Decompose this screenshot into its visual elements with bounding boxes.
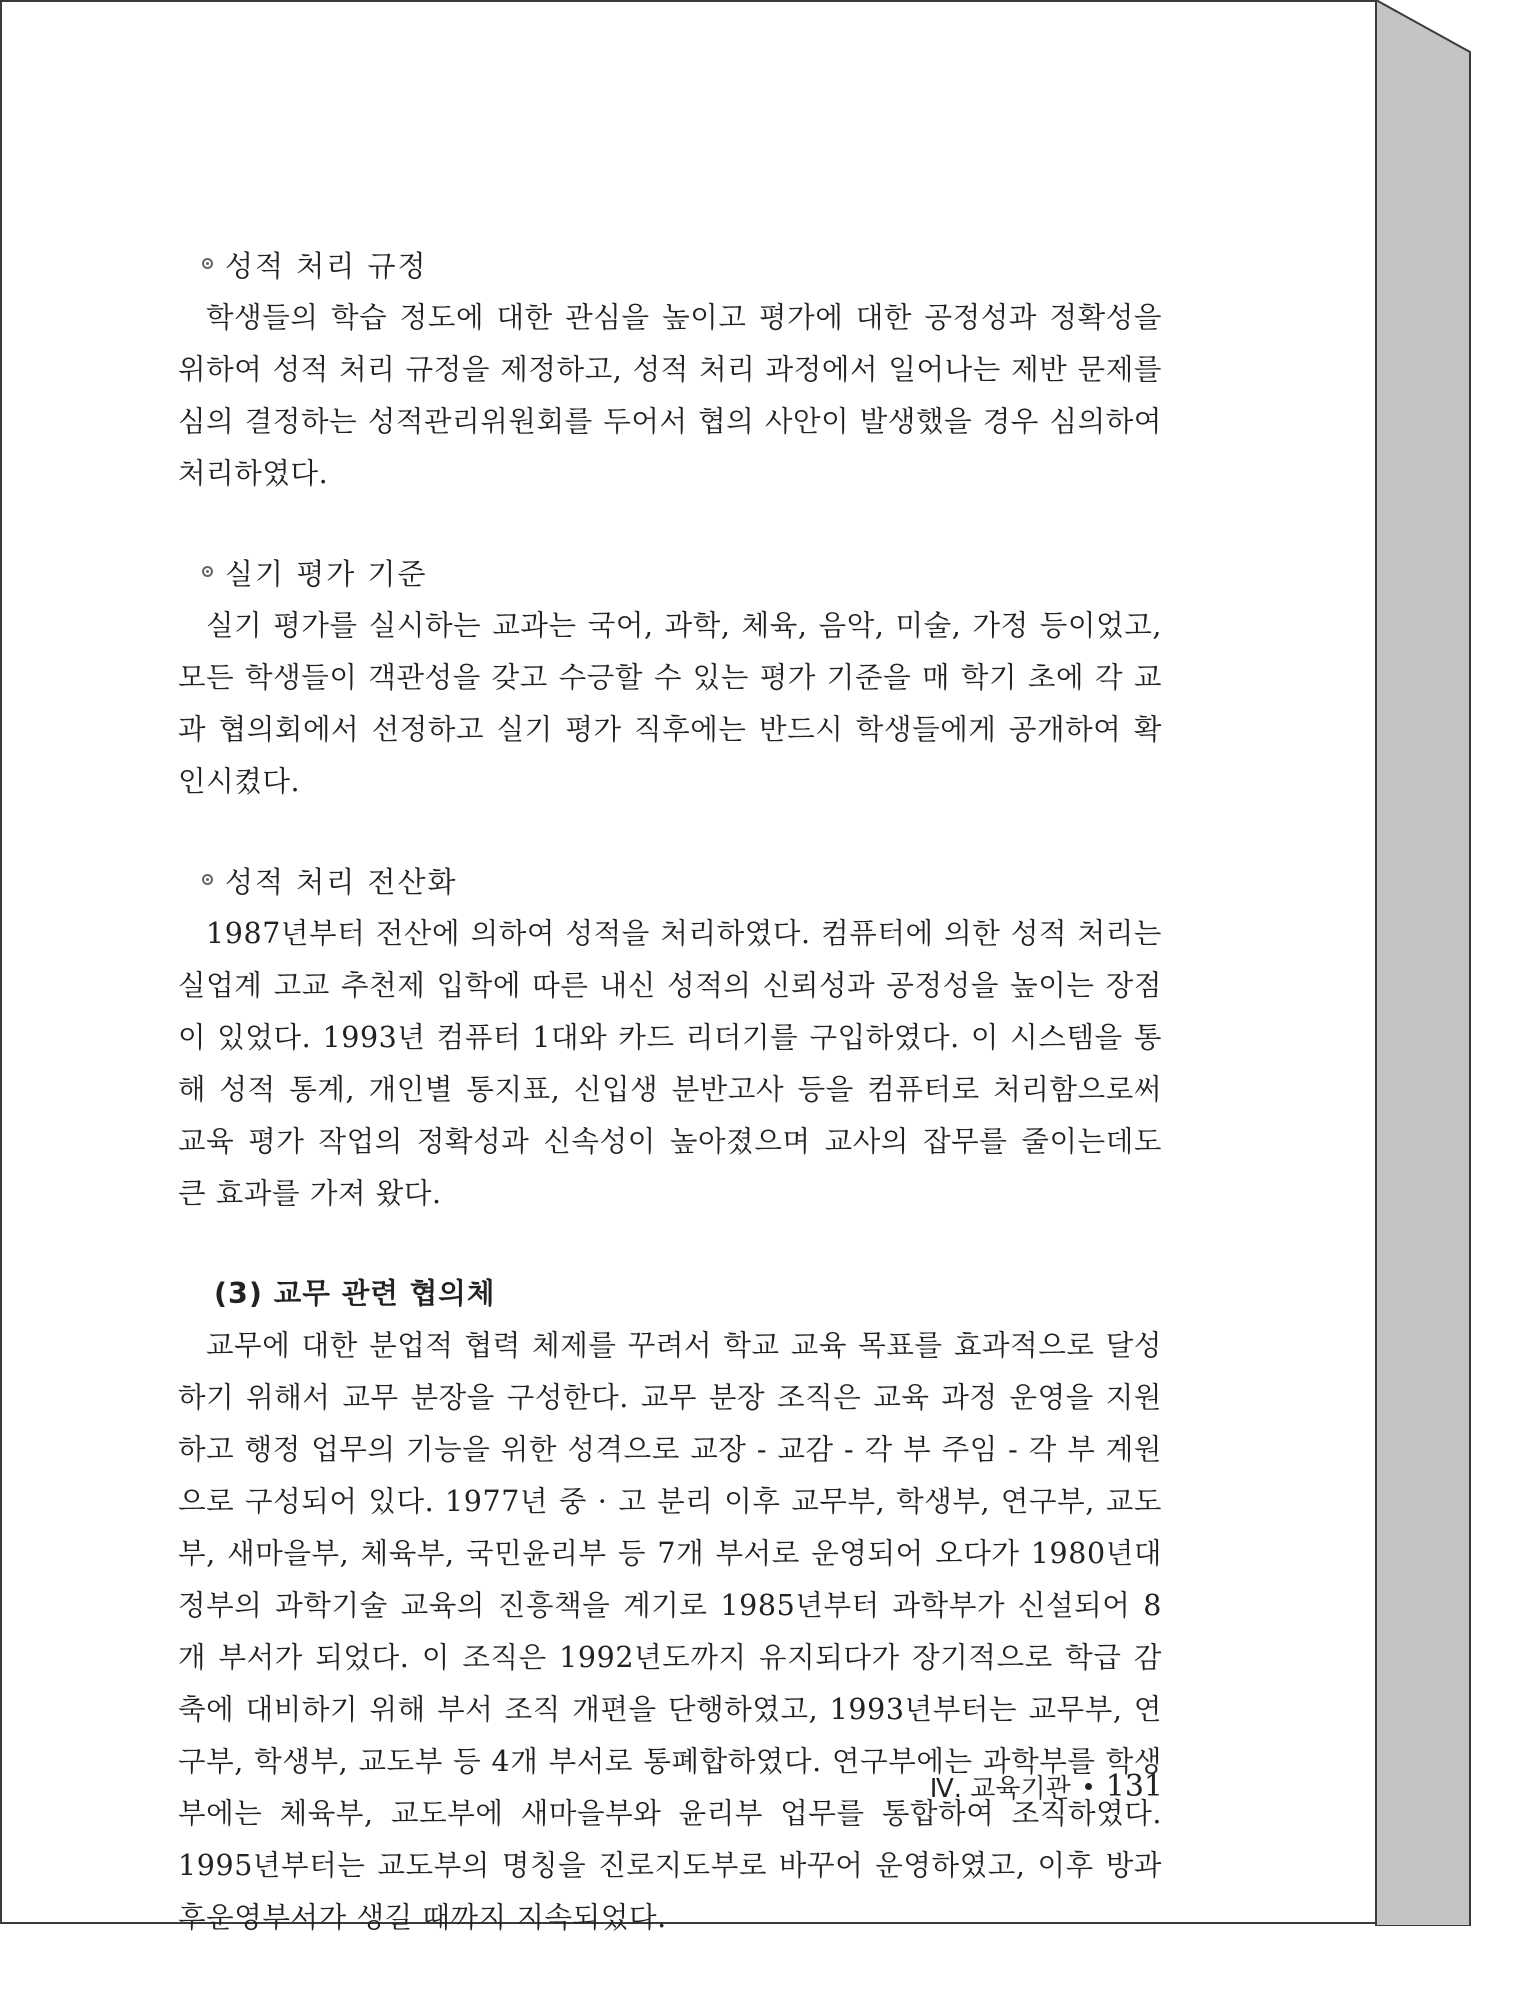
section-heading — [178, 548, 1162, 600]
section-heading-text: 성적 처리 규정 — [225, 249, 428, 283]
section-paragraph: 1987년부터 전산에 의하여 성적을 처리하였다. 컴퓨터에 의한 성적 처리는 실업계 고교 추천제 입학에 따른 내신 성적의 신뢰성과 공정성을 높이는 장점이 있었다. 1993년 컴퓨터 1대와 카드 리더기를 구입하였다. 이 시스템을 통해 성적 통계, 개인별 통지표, 신입생 분반고사 등을 컴퓨터로 처리함으로써 교육 평가 작업의 정확성과 신속성이 높아졌으며 교사의 잡무를 줄이는데도 큰 효과를 가져 왔다. — [178, 917, 1162, 1210]
subsection-paragraph: 교무에 대한 분업적 협력 체제를 꾸려서 학교 교육 목표를 효과적으로 달성하기 위해서 교무 분장을 구성한다. 교무 분장 조직은 교육 과정 운영을 지원하고 행정 업무의 기능을 위한 성격으로 교장 - 교감 - 각 부 주임 - 각 부 계원으로 구성되어 있다. 1977년 중 · 고 분리 이후 교무부, 학생부, 연구부, 교도부, 새마을부, 체육부, 국민윤리부 등 7개 부서로 운영되어 오다가 1980년대 정부의 과학기술 교육의 진흥책을 계기로 1985년부터 과학부가 신설되어 8개 부서가 되었다. 이 조직은 1992년도까지 유지되다가 장기적으로 학급 감축에 대비하기 위해 부서 조직 개편을 단행하였고, 1993년부터는 교무부, 연구부, 학생부, 교도부 등 4개 부서로 통폐합하였다. 연구부에는 과학부를 학생부에는 체육부, 교도부에 새마을부와 윤리부 업무를 통합하여 조직하였다. 1995년부터는 교도부의 명칭을 진로지도부로 바꾸어 운영하였고, 이후 방과후운영부서가 생길 때까지 지속되었다. — [178, 1329, 1162, 1934]
section-heading-text: 실기 평가 기준 — [225, 557, 428, 591]
section-paragraph: 실기 평가를 실시하는 교과는 국어, 과학, 체육, 음악, 미술, 가정 등이었고, 모든 학생들이 객관성을 갖고 수긍할 수 있는 평가 기준을 매 학기 초에 각 교과 협의회에서 선정하고 실기 평가 직후에는 반드시 학생들에게 공개하여 확인시켰다. — [178, 609, 1162, 798]
separator-dot-icon — [1085, 1783, 1092, 1790]
section-paragraph: 학생들의 학습 정도에 대한 관심을 높이고 평가에 대한 공정성과 정확성을 위하여 성적 처리 규정을 제정하고, 성적 처리 과정에서 일어나는 제반 문제를 심의 결정하는 성적관리위원회를 두어서 협의 사안이 발생했을 경우 심의하여 처리하였다. — [178, 301, 1162, 490]
circle-bullet-icon — [202, 874, 213, 885]
subsection-heading: (3) 교무 관련 협의체 — [214, 1277, 496, 1310]
page-footer — [930, 1768, 1163, 1805]
section-computerization — [178, 856, 1162, 1220]
circle-bullet-icon — [202, 566, 213, 577]
subsection-academic-council — [178, 1268, 1162, 1944]
section-heading — [178, 856, 1162, 908]
section-heading-text: 성적 처리 전산화 — [225, 865, 458, 899]
section-grade-rules — [178, 240, 1162, 500]
page-content — [178, 240, 1162, 1992]
section-heading — [178, 240, 1162, 292]
circle-bullet-icon — [202, 258, 213, 269]
page-number: 131 — [1105, 1769, 1163, 1804]
chapter-label: Ⅳ. 교육기관 — [929, 1774, 1071, 1804]
section-practical-criteria — [178, 548, 1162, 808]
